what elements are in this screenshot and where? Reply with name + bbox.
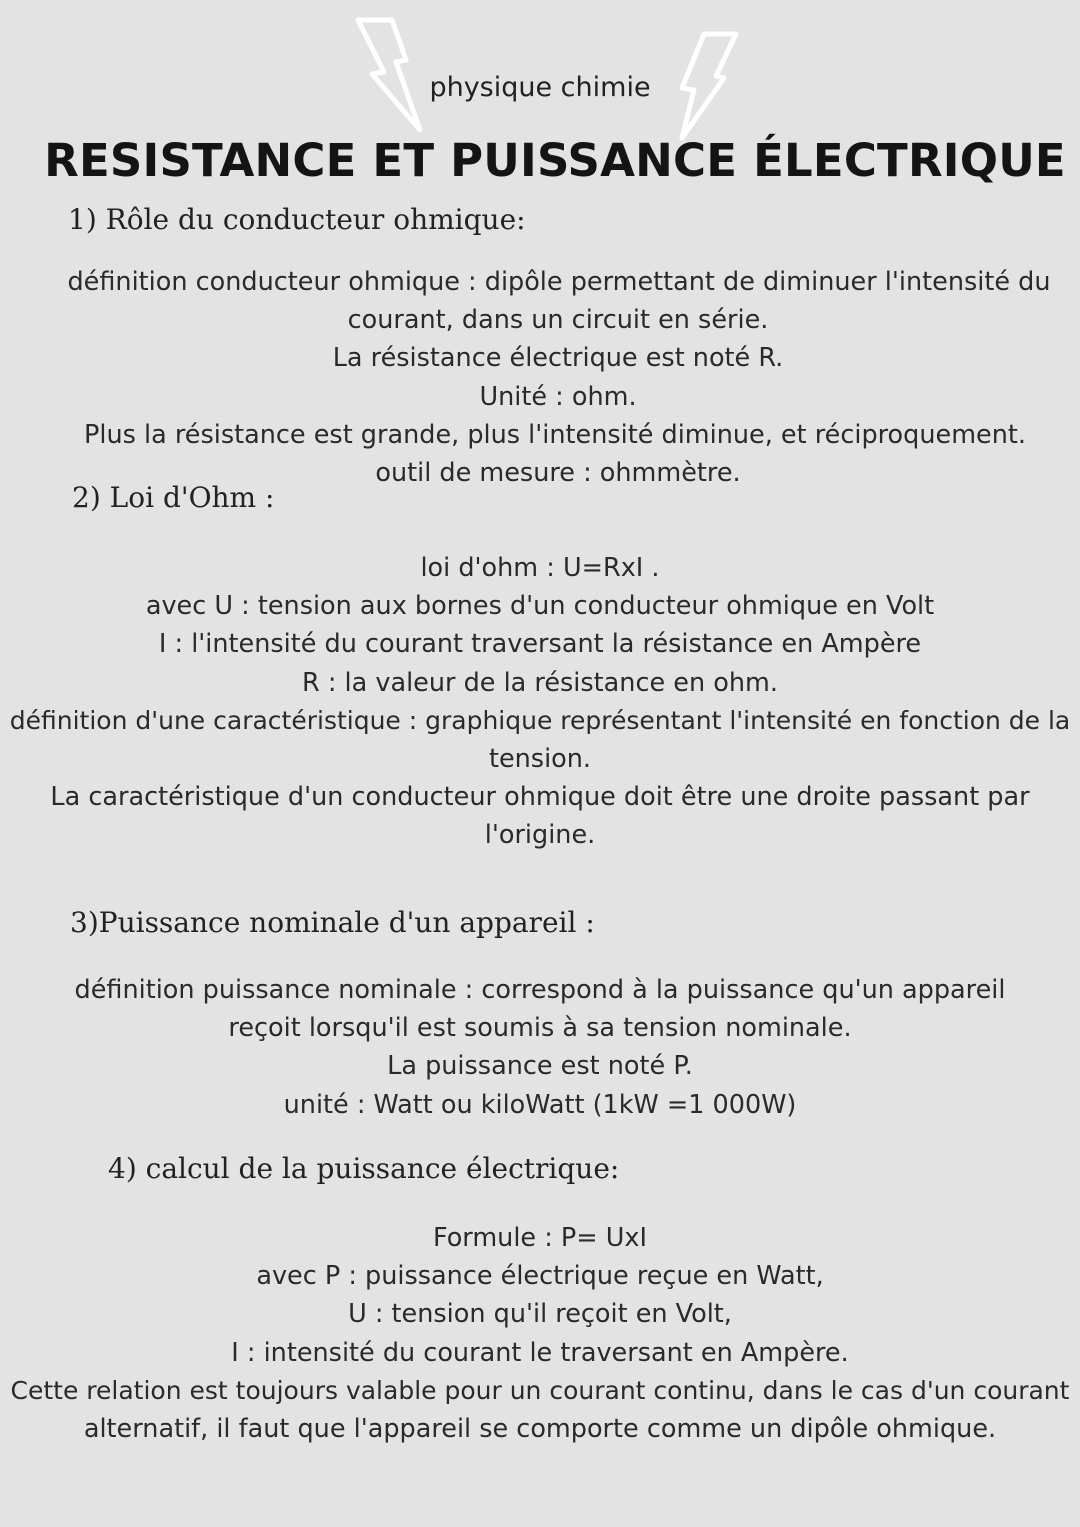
text-line: U : tension qu'il reçoit en Volt,	[348, 1299, 732, 1330]
section-4-heading: 4) calcul de la puissance électrique:	[108, 1152, 620, 1185]
text-line: reçoit lorsqu'il est soumis à sa tension nominale.	[228, 1013, 852, 1044]
text-line: l'origine.	[484, 820, 596, 851]
section-1-body	[0, 263, 1080, 492]
text-line: définition d'une caractéristique : graphique représentant l'intensité en fonction de la	[9, 705, 1071, 735]
text-line: alternatif, il faut que l'appareil se comporte comme un dipôle ohmique.	[83, 1414, 997, 1445]
text-line: outil de mesure : ohmmètre.	[375, 458, 741, 489]
text-line: loi d'ohm : U=RxI .	[420, 553, 660, 583]
text-line: Unité : ohm.	[479, 381, 637, 412]
section-2-heading: 2) Loi d'Ohm :	[72, 481, 275, 514]
text-line: Cette relation est toujours valable pour un courant continu, dans le cas d'un courant	[10, 1375, 1070, 1405]
text-line: tension.	[488, 744, 592, 775]
text-line: Plus la résistance est grande, plus l'intensité diminue, et réciproquement.	[84, 419, 1026, 450]
text-line: La résistance électrique est noté R.	[332, 343, 784, 374]
text-line: I : intensité du courant le traversant en Ampère.	[231, 1337, 849, 1368]
text-line: avec P : puissance électrique reçue en Watt,	[256, 1261, 824, 1292]
text-line: R : la valeur de la résistance en ohm.	[302, 667, 778, 698]
page-title: RESISTANCE ET PUISSANCE ÉLECTRIQUE	[44, 134, 1066, 187]
text-line: La puissance est noté P.	[387, 1051, 693, 1082]
text-line: définition conducteur ohmique : dipôle permettant de diminuer l'intensité du	[67, 267, 1051, 297]
section-1-heading: 1) Rôle du conducteur ohmique:	[68, 203, 526, 236]
text-line: I : l'intensité du courant traversant la résistance en Ampère	[158, 629, 922, 660]
section-4-body	[0, 1219, 1080, 1448]
text-line: définition puissance nominale : correspond à la puissance qu'un appareil	[74, 975, 1006, 1005]
text-line: avec U : tension aux bornes d'un conducteur ohmique en Volt	[145, 591, 935, 622]
section-3-body	[0, 971, 1080, 1124]
text-line: La caractéristique d'un conducteur ohmique doit être une droite passant par	[50, 782, 1030, 813]
section-2-body	[0, 549, 1080, 855]
text-line: unité : Watt ou kiloWatt (1kW =1 000W)	[283, 1089, 797, 1120]
text-line: Formule : P= UxI	[432, 1223, 648, 1253]
section-3-heading: 3)Puissance nominale d'un appareil :	[70, 906, 595, 939]
subject-label: physique chimie	[429, 72, 651, 103]
text-line: courant, dans un circuit en série.	[347, 305, 769, 336]
